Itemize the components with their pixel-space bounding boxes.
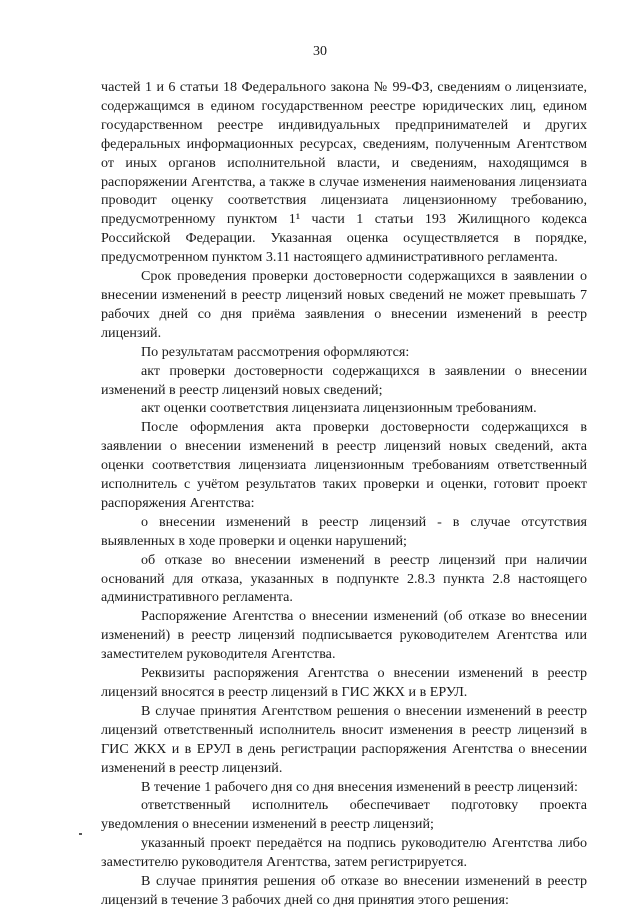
- paragraph: Реквизиты распоряжения Агентства о внесении изменений в реестр лицензий вносятся в реестр лицензий в ГИС ЖКХ и в ЕРУЛ.: [101, 665, 587, 700]
- document-body: [101, 78, 587, 910]
- paragraph: Распоряжение Агентства о внесении изменений (об отказе во внесении изменений) в реестр лицензий подписывается руководителем Агентства или заместителем руководителя Агентства.: [101, 608, 587, 663]
- paragraph: После оформления акта проверки достоверности содержащихся в заявлении о внесении изменений в реестр лицензий новых сведений, акта оценки соответствия лицензиата лицензионным требованиям ответственный исполнитель с учётом результатов таких проверки и оценки, готовит проект распоряжения Агентства:: [101, 419, 587, 511]
- paragraph: о внесении изменений в реестр лицензий - в случае отсутствия выявленных в ходе проверки и оценки нарушений;: [101, 513, 587, 549]
- paragraph: акт проверки достоверности содержащихся в заявлении о внесении изменений в реестр лицензий новых сведений;: [101, 362, 587, 398]
- page-number: 30: [313, 44, 327, 59]
- paragraph: По результатам рассмотрения оформляются:: [141, 343, 410, 360]
- paragraph: акт оценки соответствия лицензиата лицензионным требованиям.: [141, 400, 537, 417]
- paragraph: частей 1 и 6 статьи 18 Федерального закона № 99-ФЗ, сведениям о лицензиате, содержащимся в едином государственном реестре юридических лиц, едином государственном реестре индивидуальных предпринимателей и других федеральных информационных ресурсах, сведениям, полученным Агентством от иных органов исполнительной власти, и сведениям, находящимся в распоряжении Агентства, а также в случае изменения наименования лицензиата проводит оценку соответствия лицензиата лицензионному требованию, предусмотренному пунктом 1¹ части 1 статьи 193 Жилищного кодекса Российской Федерации. Указанная оценка осуществляется в порядке, предусмотренном пунктом 3.11 настоящего административного регламента.: [101, 79, 587, 266]
- paragraph: В случае принятия Агентством решения о внесении изменений в реестр лицензий ответственный исполнитель вносит изменения в реестр лицензий в ГИС ЖКХ и в ЕРУЛ в день регистрации распоряжения Агентства о внесении изменений в реестр лицензий.: [101, 702, 587, 776]
- paragraph: об отказе во внесении изменений в реестр лицензий при наличии оснований для отказа, указанных в подпункте 2.8.3 пункта 2.8 настоящего административного регламента.: [101, 551, 587, 606]
- paragraph: В случае принятия решения об отказе во внесении изменений в реестр лицензий в течение 3 рабочих дней со дня принятия этого решения:: [101, 873, 587, 908]
- scan-speck: [79, 833, 82, 835]
- paragraph: В течение 1 рабочего дня со дня внесения изменений в реестр лицензий:: [141, 778, 578, 795]
- paragraph: ответственный исполнитель обеспечивает подготовку проекта уведомления о внесении изменений в реестр лицензий;: [101, 797, 587, 833]
- paragraph: указанный проект передаётся на подпись руководителю Агентства либо заместителю руководителя Агентства, затем регистрируется.: [101, 835, 587, 871]
- paragraph: Срок проведения проверки достоверности содержащихся в заявлении о внесении изменений в реестр лицензий новых сведений не может превышать 7 рабочих дней со дня приёма заявления о внесении изменений в реестр лицензий.: [101, 268, 587, 341]
